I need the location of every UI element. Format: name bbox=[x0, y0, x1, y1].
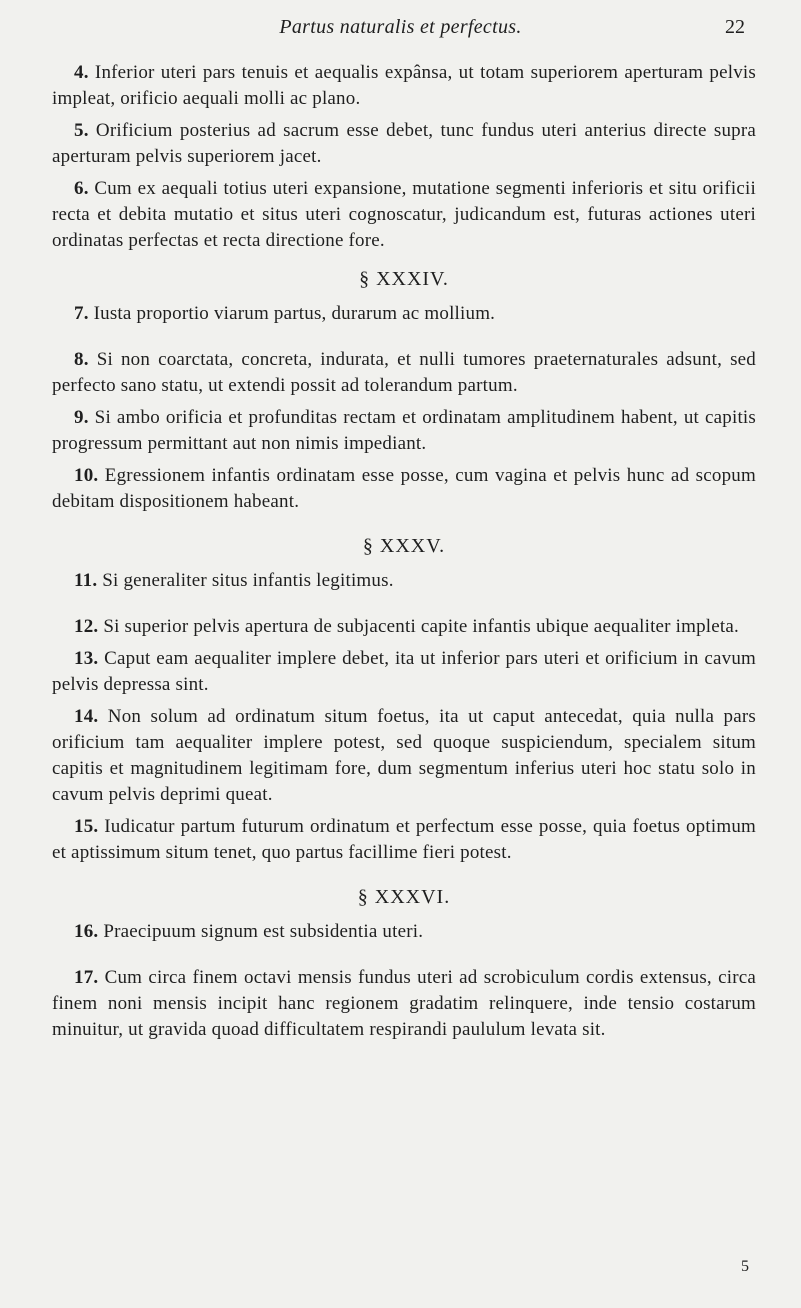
page-body bbox=[52, 60, 756, 1043]
paragraph-text: Non solum ad ordinatum situm foetus, ita ut caput antecedat, quia nulla pars orificium tam aequaliter implere potest, sed quoque suspiciendum, specialem situm capitis et magnitudinem legitimam fore, dum segmentum inferius uteri hoc statu solo in cavum pelvis deprimi queat. bbox=[52, 706, 756, 805]
paragraph-11 bbox=[52, 568, 756, 594]
paragraph-text: Egressionem infantis ordinatam esse posse, cum vagina et pelvis hunc ad scopum debitam dispositionem habeant. bbox=[52, 465, 756, 512]
section-heading: § XXXIV. bbox=[359, 268, 449, 290]
paragraph-text: Inferior uteri pars tenuis et aequalis expânsa, ut totam superiorem aperturam pelvis impleat, orificio aequali molli ac plano. bbox=[52, 62, 757, 109]
paragraph-number: 9. bbox=[74, 407, 89, 428]
paragraph-text: Si ambo orificia et profunditas rectam et ordinatam amplitudinem habent, ut capitis progressum permittant aut non nimis impediant. bbox=[52, 407, 756, 454]
paragraph-text: Cum circa finem octavi mensis fundus uteri ad scrobiculum cordis extensus, circa finem noni mensis incipit hanc regionem gradatim relinquere, inde tensio costarum minuitur, ut gravida quoad difficultatem respirandi paululum levata sit. bbox=[52, 967, 757, 1040]
paragraph-text: Si generaliter situs infantis legitimus. bbox=[102, 570, 394, 591]
section-heading: § XXXVI. bbox=[357, 886, 451, 908]
page-number: 22 bbox=[725, 16, 745, 38]
paragraph-text: Orificium posterius ad sacrum esse debet, tunc fundus uteri anterius directe supra aperturam pelvis superiorem jacet. bbox=[52, 120, 757, 167]
paragraph-text: Si superior pelvis apertura de subjacenti capite infantis ubique aequaliter impleta. bbox=[103, 616, 739, 637]
paragraph-number: 11. bbox=[74, 570, 98, 591]
paragraph-number: 4. bbox=[74, 62, 89, 83]
paragraph-number: 5. bbox=[74, 120, 89, 141]
paragraph-number: 7. bbox=[74, 303, 89, 324]
paragraph-number: 17. bbox=[74, 967, 99, 988]
paragraph-15 bbox=[52, 814, 756, 866]
paragraph-number: 6. bbox=[74, 178, 89, 199]
signature-mark: 5 bbox=[741, 1258, 749, 1275]
running-title: Partus naturalis et perfectus. bbox=[279, 16, 522, 38]
paragraph-number: 14. bbox=[74, 706, 99, 727]
paragraph-number: 12. bbox=[74, 616, 99, 637]
paragraph-12 bbox=[52, 614, 756, 640]
paragraph-text: Cum ex aequali totius uteri expansione, mutatione segmenti inferioris et situ orificii recta et debita mutatio et situs uteri cognoscatur, judicandum est, futuras actiones uteri ordinatas perfectas et recta directione fore. bbox=[52, 178, 756, 251]
paragraph-number: 15. bbox=[74, 816, 99, 837]
paragraph-text: Si non coarctata, concreta, indurata, et nulli tumores praeternaturales adsunt, sed perfecto sano statu, ut extendi possit ad tolerandum partum. bbox=[52, 349, 757, 396]
paragraph-10 bbox=[52, 463, 756, 515]
paragraph-7 bbox=[52, 301, 756, 327]
paragraph-13 bbox=[52, 646, 756, 698]
paragraph-text: Iudicatur partum futurum ordinatum et perfectum esse posse, quia foetus optimum et aptissimum situm tenet, quo partus facillime fieri potest. bbox=[52, 816, 756, 863]
paragraph-17 bbox=[52, 965, 756, 1043]
paragraph-text: Caput eam aequaliter implere debet, ita ut inferior pars uteri et orificium in cavum pelvis depressa sint. bbox=[52, 648, 757, 695]
paragraph-number: 10. bbox=[74, 465, 99, 486]
paragraph-number: 16. bbox=[74, 921, 99, 942]
paragraph-6 bbox=[52, 176, 756, 254]
paragraph-9 bbox=[52, 405, 756, 457]
paragraph-16 bbox=[52, 919, 756, 945]
paragraph-text: Praecipuum signum est subsidentia uteri. bbox=[103, 921, 424, 942]
paragraph-4 bbox=[52, 60, 756, 112]
paragraph-number: 8. bbox=[74, 349, 89, 370]
paragraph-5 bbox=[52, 118, 756, 170]
paragraph-text: Iusta proportio viarum partus, durarum ac mollium. bbox=[93, 303, 496, 324]
paragraph-8 bbox=[52, 347, 756, 399]
paragraph-14 bbox=[52, 704, 756, 808]
paragraph-number: 13. bbox=[74, 648, 99, 669]
page-header bbox=[0, 12, 801, 52]
section-heading: § XXXV. bbox=[362, 535, 446, 557]
